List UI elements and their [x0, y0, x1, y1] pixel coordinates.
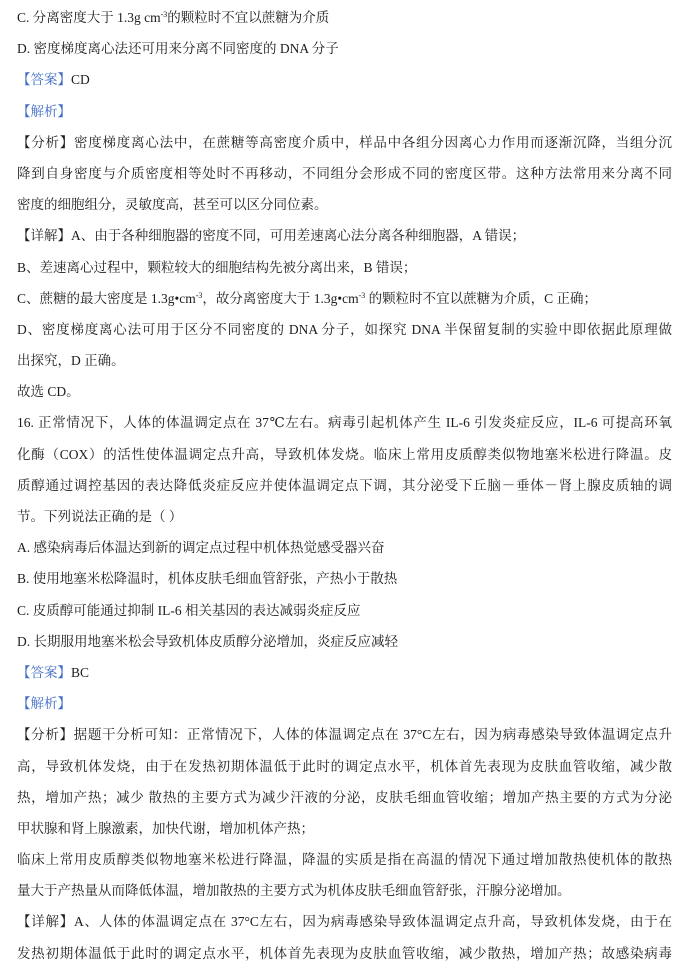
question-stem-line: 化酶（COX）的活性使体温调定点升高，导致机体发烧。临床上常用皮质醇类似物地塞米松进行降温。皮 — [17, 446, 672, 462]
analysis-text-line: 热，增加产热；减少 散热的主要方式为减少汗液的分泌，皮肤毛细血管收缩；增加产热主要的方式为分泌 — [17, 789, 672, 805]
option-a: A. 感染病毒后体温达到新的调定点过程中机体热觉感受器兴奋 — [17, 540, 385, 556]
question-16-section — [17, 407, 672, 968]
option-b: B. 使用地塞米松降温时，机体皮肤毛细血管舒张，产热小于散热 — [17, 571, 398, 587]
detail-text-line: 【详解】A、人体的体温调定点在 37°C左右，因为病毒感染导致体温调定点升高，导致机体发烧，由于在 — [17, 914, 672, 930]
analysis-label: 【解析】 — [17, 103, 71, 119]
question-stem-line: 质醇通过调控基因的表达降低炎症反应并使体温调定点下调，其分泌受下丘脑－垂体－肾上腺皮质轴的调 — [17, 477, 672, 493]
question-15-section — [17, 2, 672, 407]
detail-text-line: 【详解】A、由于各种细胞器的密度不同，可用差速离心法分离各种细胞器，A 错误； — [17, 228, 526, 244]
fenxi-label: 【分析】 — [17, 727, 74, 743]
option-d: D. 密度梯度离心法还可用来分离不同密度的 DNA 分子 — [17, 41, 339, 57]
detail-text-line: 发热初期体温低于此时的调定点水平，机体首先表现为皮肤血管收缩，减少散热，增加产热；故感染病毒 — [17, 945, 672, 961]
answer-value: BC — [71, 664, 90, 680]
analysis-text-line: 甲状腺和肾上腺激素，加快代谢，增加机体产热； — [17, 820, 314, 836]
detail-text-line: 出探究，D 正确。 — [17, 353, 125, 369]
analysis-text-line: 量大于产热量从而降低体温，增加散热的主要方式为机体皮肤毛细血管舒张，汗腺分泌增加。 — [17, 883, 571, 899]
answer-label: 【答案】 — [17, 72, 71, 88]
detail-text-line: B、差速离心过程中，颗粒较大的细胞结构先被分离出来，B 错误； — [17, 259, 417, 275]
analysis-label: 【解析】 — [17, 696, 71, 712]
analysis-text-line: 高，导致机体发烧，由于在发热初期体温低于此时的调定点水平，机体首先表现为皮肤血管收缩，减少散 — [17, 758, 672, 774]
fenxi-label: 【分析】 — [17, 134, 75, 150]
option-d: D. 长期服用地塞米松会导致机体皮质醇分泌增加，炎症反应减轻 — [17, 633, 398, 649]
analysis-text-line: 临床上常用皮质醇类似物地塞米松进行降温，降温的实质是指在高温的情况下通过增加散热使机体的散热 — [17, 852, 672, 868]
analysis-text-line: 【分析】据题干分析可知：正常情况下，人体的体温调定点在 37°C左右，因为病毒感染导致体温调定点升 — [17, 727, 672, 743]
answer-value: CD — [71, 72, 90, 88]
detail-text-line: C、蔗糖的最大密度是 $1.3g•cm^{-3}$，故分离密度大于 $1.3g•cm^{-3}$ 的颗粒时不宜以蔗糖为介质，C 正确； — [17, 290, 598, 306]
question-stem-line: 16. 正常情况下，人体的体温调定点在 37℃左右。病毒引起机体产生 IL-6 引发炎症反应，IL-6 可提高环氧 — [17, 415, 672, 431]
option-c: C. 分离密度大于 1.3g $cm^{-3}$的颗粒时不宜以蔗糖为介质 — [17, 10, 330, 25]
option-c: C. 皮质醇可能通过抑制 IL-6 相关基因的表达减弱炎症反应 — [17, 602, 361, 618]
analysis-text-line: 【分析】密度梯度离心法中，在蔗糖等高密度介质中，样品中各组分因离心力作用而逐渐沉降，当组分沉 — [17, 134, 672, 150]
xiangjie-label: 【详解】 — [17, 228, 71, 244]
conclusion-line: 故选 CD。 — [17, 384, 80, 400]
analysis-text-line: 密度的细胞组分，灵敏度高，甚至可以区分同位素。 — [17, 197, 328, 213]
answer-line — [17, 64, 672, 95]
answer-label: 【答案】 — [17, 664, 71, 680]
question-stem-line: 节。下列说法正确的是（ ） — [17, 509, 183, 524]
detail-text-line: D、密度梯度离心法可用于区分不同密度的 DNA 分子，如探究 DNA 半保留复制的实验中即依据此原理做 — [17, 321, 672, 337]
answer-line — [17, 657, 672, 688]
xiangjie-label: 【详解】 — [17, 914, 74, 930]
analysis-text-line: 降到自身密度与介质密度相等处时不再移动，不同组分会形成不同的密度区带。这种方法常用来分离不同 — [17, 165, 672, 181]
